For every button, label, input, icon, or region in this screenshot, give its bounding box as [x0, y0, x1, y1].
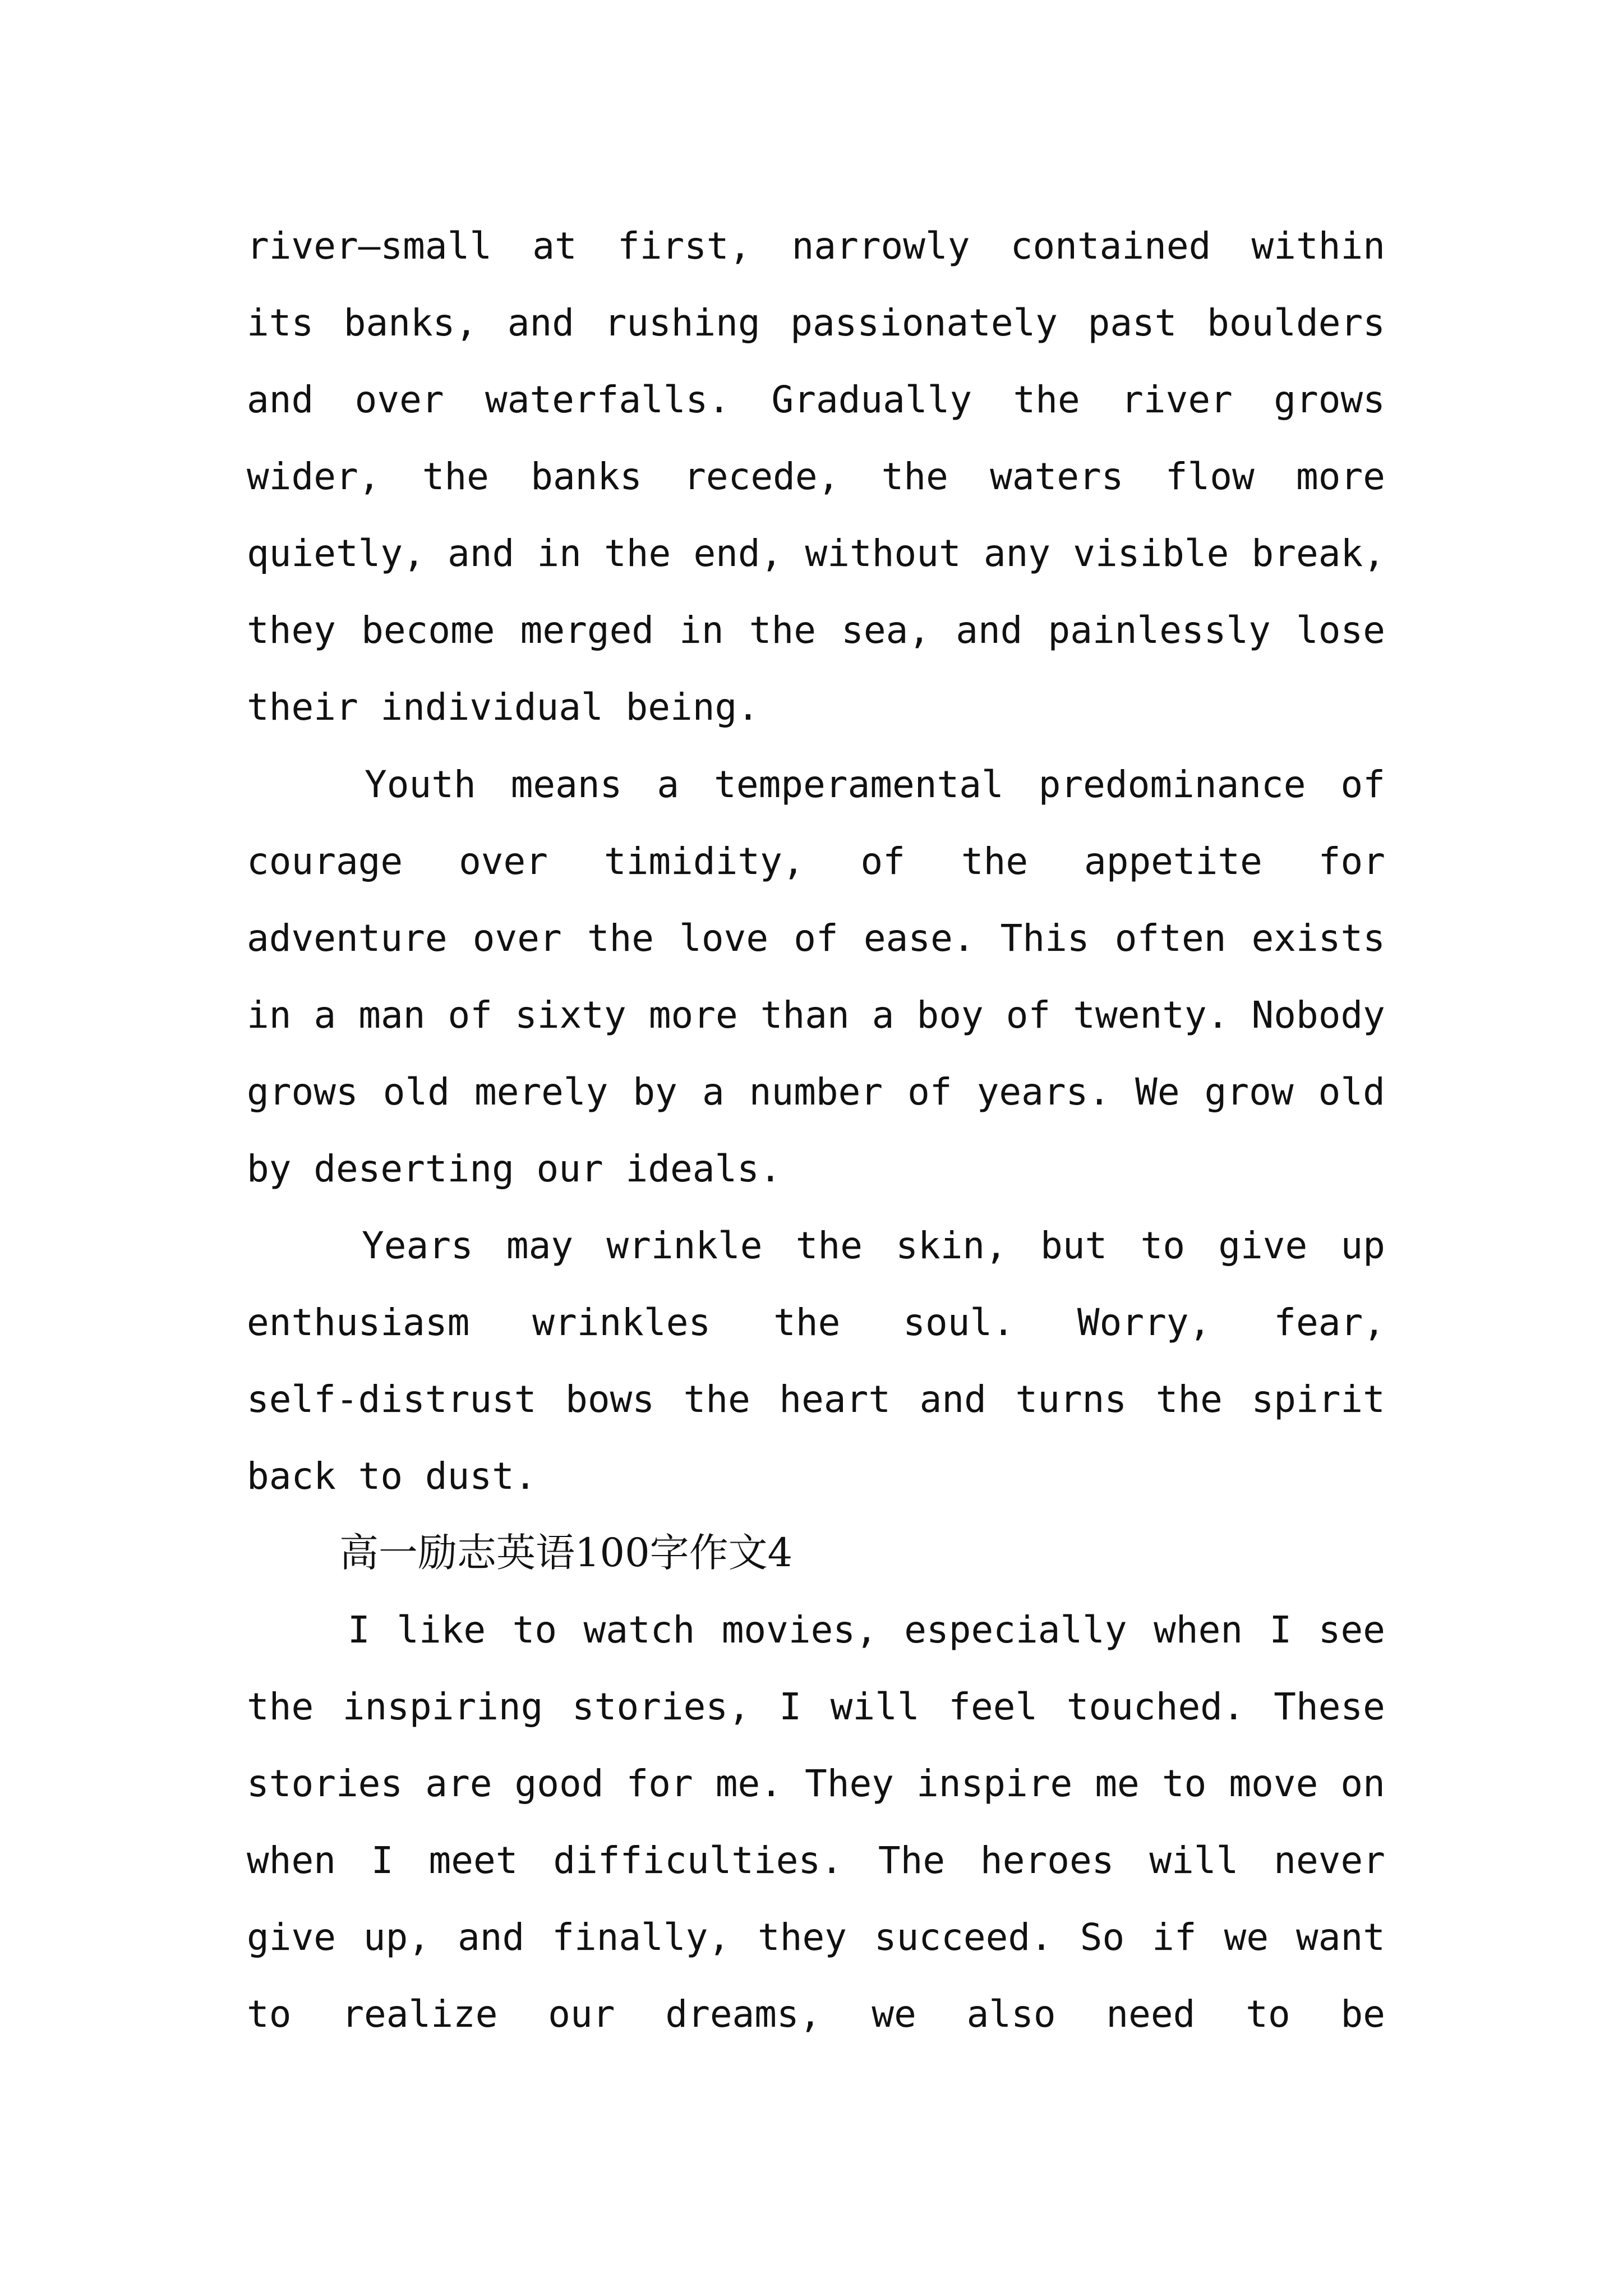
word: and [448, 532, 515, 575]
word: the [1155, 1378, 1223, 1421]
text-line [247, 977, 1385, 1053]
word: Gradually [771, 378, 972, 421]
word: river—small [247, 224, 492, 268]
word: boy [916, 993, 984, 1037]
word: appetite [1083, 840, 1262, 883]
word: at [532, 224, 577, 268]
word: waterfalls. [485, 378, 731, 421]
word: more [648, 993, 738, 1037]
word: dreams, [665, 1993, 822, 2036]
text-line [247, 1053, 1385, 1130]
word: lose [1296, 609, 1385, 652]
word: the [422, 455, 489, 498]
text-line [247, 1284, 1385, 1361]
word: These [1274, 1685, 1385, 1728]
word: will [1149, 1839, 1239, 1882]
word: never [1274, 1839, 1385, 1882]
word: contained [1010, 224, 1211, 268]
word: and [956, 609, 1023, 652]
word: past [1087, 301, 1177, 344]
word: heart [779, 1378, 891, 1421]
word: Youth [365, 763, 476, 806]
word: a [702, 1070, 725, 1114]
word: I [1269, 1608, 1292, 1651]
word: wrinkle [606, 1224, 763, 1267]
word: their individual being. [247, 685, 759, 729]
word: need [1106, 1993, 1196, 2036]
text-line [247, 746, 1385, 823]
word: the [773, 1301, 841, 1344]
word: love [679, 917, 769, 960]
word: also [966, 1993, 1056, 2036]
word: first, [617, 224, 751, 268]
word: of [794, 917, 838, 960]
word: to [1161, 1762, 1207, 1805]
word: the [247, 1685, 314, 1728]
word: succeed. [874, 1916, 1053, 1959]
text-line [247, 1822, 1385, 1899]
word: river [1121, 378, 1233, 421]
word: grow [1204, 1070, 1294, 1114]
word: This [1000, 917, 1090, 960]
word: back to dust. [247, 1455, 537, 1498]
paragraph-movies [247, 1591, 1385, 2053]
word: inspire [916, 1762, 1073, 1805]
word: by [633, 1070, 677, 1114]
word: me [1095, 1762, 1140, 1805]
word: for [626, 1762, 693, 1805]
word: predominance [1038, 763, 1306, 806]
word: So [1080, 1916, 1125, 1959]
word: but [1040, 1224, 1108, 1267]
word: especially [904, 1608, 1127, 1651]
word: a [313, 993, 336, 1037]
word: of [907, 1070, 952, 1114]
word: wrinkles [532, 1301, 711, 1344]
word: give [1218, 1224, 1308, 1267]
text-line [247, 1899, 1385, 1976]
word: over [354, 378, 444, 421]
word: up, [363, 1916, 431, 1959]
word: sea, [841, 609, 931, 652]
text-line [247, 592, 1385, 669]
word: than [760, 993, 850, 1037]
word: stories, [571, 1685, 750, 1728]
word: banks [531, 455, 642, 498]
word: to [1246, 1993, 1290, 2036]
word: self-distrust [247, 1378, 537, 1421]
word: and [247, 378, 314, 421]
word: on [1340, 1762, 1385, 1805]
word: I [348, 1608, 370, 1651]
word: the [795, 1224, 863, 1267]
word: good [514, 1762, 604, 1805]
word: They [805, 1762, 895, 1805]
word: give [247, 1916, 336, 1959]
word: Worry, [1077, 1301, 1211, 1344]
word: often [1114, 917, 1227, 960]
text-line [247, 438, 1385, 515]
word: exists [1251, 917, 1385, 960]
paragraph-river [247, 208, 1385, 746]
word: turns [1015, 1378, 1127, 1421]
word: I [779, 1685, 802, 1728]
word: they [247, 609, 336, 652]
word: without [805, 532, 961, 575]
word: want [1296, 1916, 1385, 1959]
text-line [247, 1591, 1385, 1668]
word: they [758, 1916, 847, 1959]
word: banks, [343, 301, 478, 344]
word: soul. [903, 1301, 1015, 1344]
word: and [919, 1378, 986, 1421]
word: by deserting our ideals. [247, 1147, 782, 1190]
text-line [247, 823, 1385, 900]
word: ease. [863, 917, 975, 960]
word: fear, [1274, 1301, 1385, 1344]
word: boulders [1207, 301, 1385, 344]
word: courage [247, 840, 403, 883]
word: will [830, 1685, 920, 1728]
word: temperamental [714, 763, 1004, 806]
word: of [448, 993, 493, 1037]
text-line [247, 669, 1385, 746]
word: if [1152, 1916, 1197, 1959]
word: painlessly [1048, 609, 1271, 652]
word: to [1140, 1224, 1186, 1267]
word: rushing [604, 301, 760, 344]
word: over [472, 917, 562, 960]
word: in [247, 993, 292, 1037]
word: old [382, 1070, 450, 1114]
word: its [247, 301, 314, 344]
word: grows [1274, 378, 1385, 421]
text-line [247, 1207, 1385, 1284]
word: visible [1073, 532, 1229, 575]
word: I [371, 1839, 394, 1882]
word: a [657, 763, 680, 806]
word: merged [520, 609, 654, 652]
word: years. [976, 1070, 1111, 1114]
word: in [679, 609, 724, 652]
word: our [548, 1993, 615, 2036]
word: feel [948, 1685, 1038, 1728]
word: and [458, 1916, 525, 1959]
word: are [425, 1762, 492, 1805]
word: of [1006, 993, 1051, 1037]
word: quietly, [247, 532, 425, 575]
word: finally, [552, 1916, 731, 1959]
word: see [1318, 1608, 1385, 1651]
word: any [983, 532, 1051, 575]
word: We [1135, 1070, 1180, 1114]
word: enthusiasm [247, 1301, 470, 1344]
word: move [1229, 1762, 1318, 1805]
word: grows [247, 1070, 358, 1114]
word: up [1340, 1224, 1385, 1267]
word: over [459, 840, 548, 883]
word: waters [990, 455, 1124, 498]
word: the [881, 455, 948, 498]
word: touched. [1066, 1685, 1245, 1728]
word: within [1251, 224, 1385, 268]
word: meet [428, 1839, 518, 1882]
word: me. [715, 1762, 783, 1805]
word: Years [362, 1224, 473, 1267]
word: flow [1165, 455, 1255, 498]
word: to [247, 1993, 292, 2036]
word: the [683, 1378, 750, 1421]
word: to [512, 1608, 557, 1651]
word: when [1154, 1608, 1243, 1651]
word: we [872, 1993, 916, 2036]
word: break, [1251, 532, 1385, 575]
word: movies, [721, 1608, 878, 1651]
word: of [1340, 763, 1385, 806]
word: merely [474, 1070, 608, 1114]
word: means [510, 763, 623, 806]
word: may [506, 1224, 574, 1267]
word: and [507, 301, 574, 344]
word: bows [565, 1378, 655, 1421]
word: adventure [247, 917, 448, 960]
paragraph-youth [247, 746, 1385, 1207]
word: realize [342, 1993, 498, 2036]
word: difficulties. [553, 1839, 843, 1882]
word: the [587, 917, 654, 960]
word: recede, [684, 455, 840, 498]
word: like [396, 1608, 486, 1651]
word: the [1013, 378, 1080, 421]
word: the [961, 840, 1029, 883]
word: wider, [247, 455, 381, 498]
word: more [1296, 455, 1385, 498]
word: timidity, [603, 840, 805, 883]
word: when [247, 1839, 336, 1882]
text-line [247, 1668, 1385, 1745]
word: stories [247, 1762, 403, 1805]
word: passionately [790, 301, 1058, 344]
text-line [247, 515, 1385, 592]
text-line [247, 361, 1385, 438]
text-line [247, 1130, 1385, 1207]
text-line [247, 284, 1385, 361]
word: for [1318, 840, 1385, 883]
text-line [247, 208, 1385, 284]
text-line [247, 1361, 1385, 1438]
word: twenty. [1073, 993, 1229, 1037]
word: become [361, 609, 495, 652]
word: the [604, 532, 671, 575]
word: sixty [515, 993, 626, 1037]
word: heroes [980, 1839, 1114, 1882]
text-line [247, 1438, 1385, 1515]
word: old [1318, 1070, 1385, 1114]
word: end, [693, 532, 783, 575]
word: spirit [1251, 1378, 1385, 1421]
essay-heading: 高一励志英语100字作文4 [339, 1530, 793, 1576]
word: The [878, 1839, 946, 1882]
text-line [247, 900, 1385, 977]
text-line [247, 1745, 1385, 1822]
word: inspiring [342, 1685, 543, 1728]
word: Nobody [1251, 993, 1385, 1037]
word: a [872, 993, 895, 1037]
word: in [537, 532, 582, 575]
word: the [749, 609, 816, 652]
word: man [358, 993, 426, 1037]
word: narrowly [791, 224, 970, 268]
word: watch [583, 1608, 695, 1651]
word: be [1340, 1993, 1385, 2036]
paragraph-years [247, 1207, 1385, 1515]
word: of [860, 840, 905, 883]
word: skin, [896, 1224, 1007, 1267]
word: number [749, 1070, 883, 1114]
word: we [1224, 1916, 1269, 1959]
text-line [247, 1976, 1385, 2053]
